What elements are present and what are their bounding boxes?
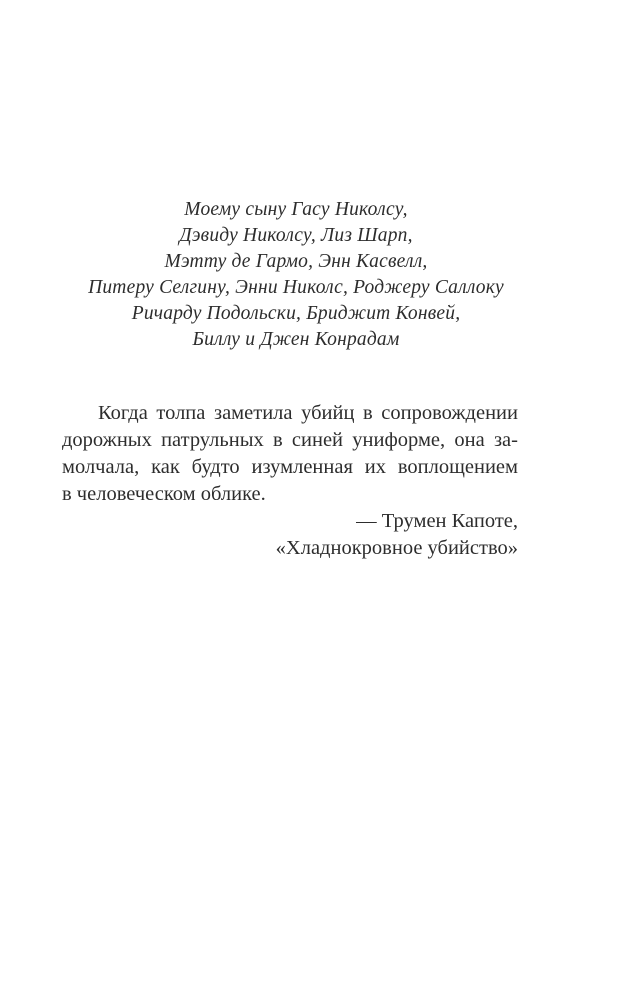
dedication-line: Биллу и Джен Конрадам [192, 329, 400, 350]
epigraph-line: молчала, как будто изумленная их воплощением [62, 456, 518, 478]
epigraph-source: «Хладнокровное убийство» [275, 537, 518, 559]
dedication-line: Дэвиду Николсу, Лиз Шарп, [179, 225, 413, 246]
epigraph-line: в человеческом облике. [62, 483, 266, 505]
dedication-line: Моему сыну Гасу Николсу, [184, 199, 408, 220]
epigraph-attribution: — Трумен Капоте, [356, 510, 518, 532]
dedication [62, 197, 518, 353]
epigraph-line: Когда толпа заметила убийц в сопровождении [98, 402, 518, 424]
dedication-line: Мэтту де Гармо, Энн Касвелл, [164, 251, 428, 272]
text-block [62, 197, 518, 562]
dedication-line: Питеру Селгину, Энни Николс, Роджеру Саллоку [88, 277, 504, 298]
epigraph-line: дорожных патрульных в синей униформе, она за- [62, 429, 518, 451]
dedication-line: Ричарду Подольски, Бриджит Конвей, [131, 303, 461, 324]
epigraph [62, 400, 518, 562]
